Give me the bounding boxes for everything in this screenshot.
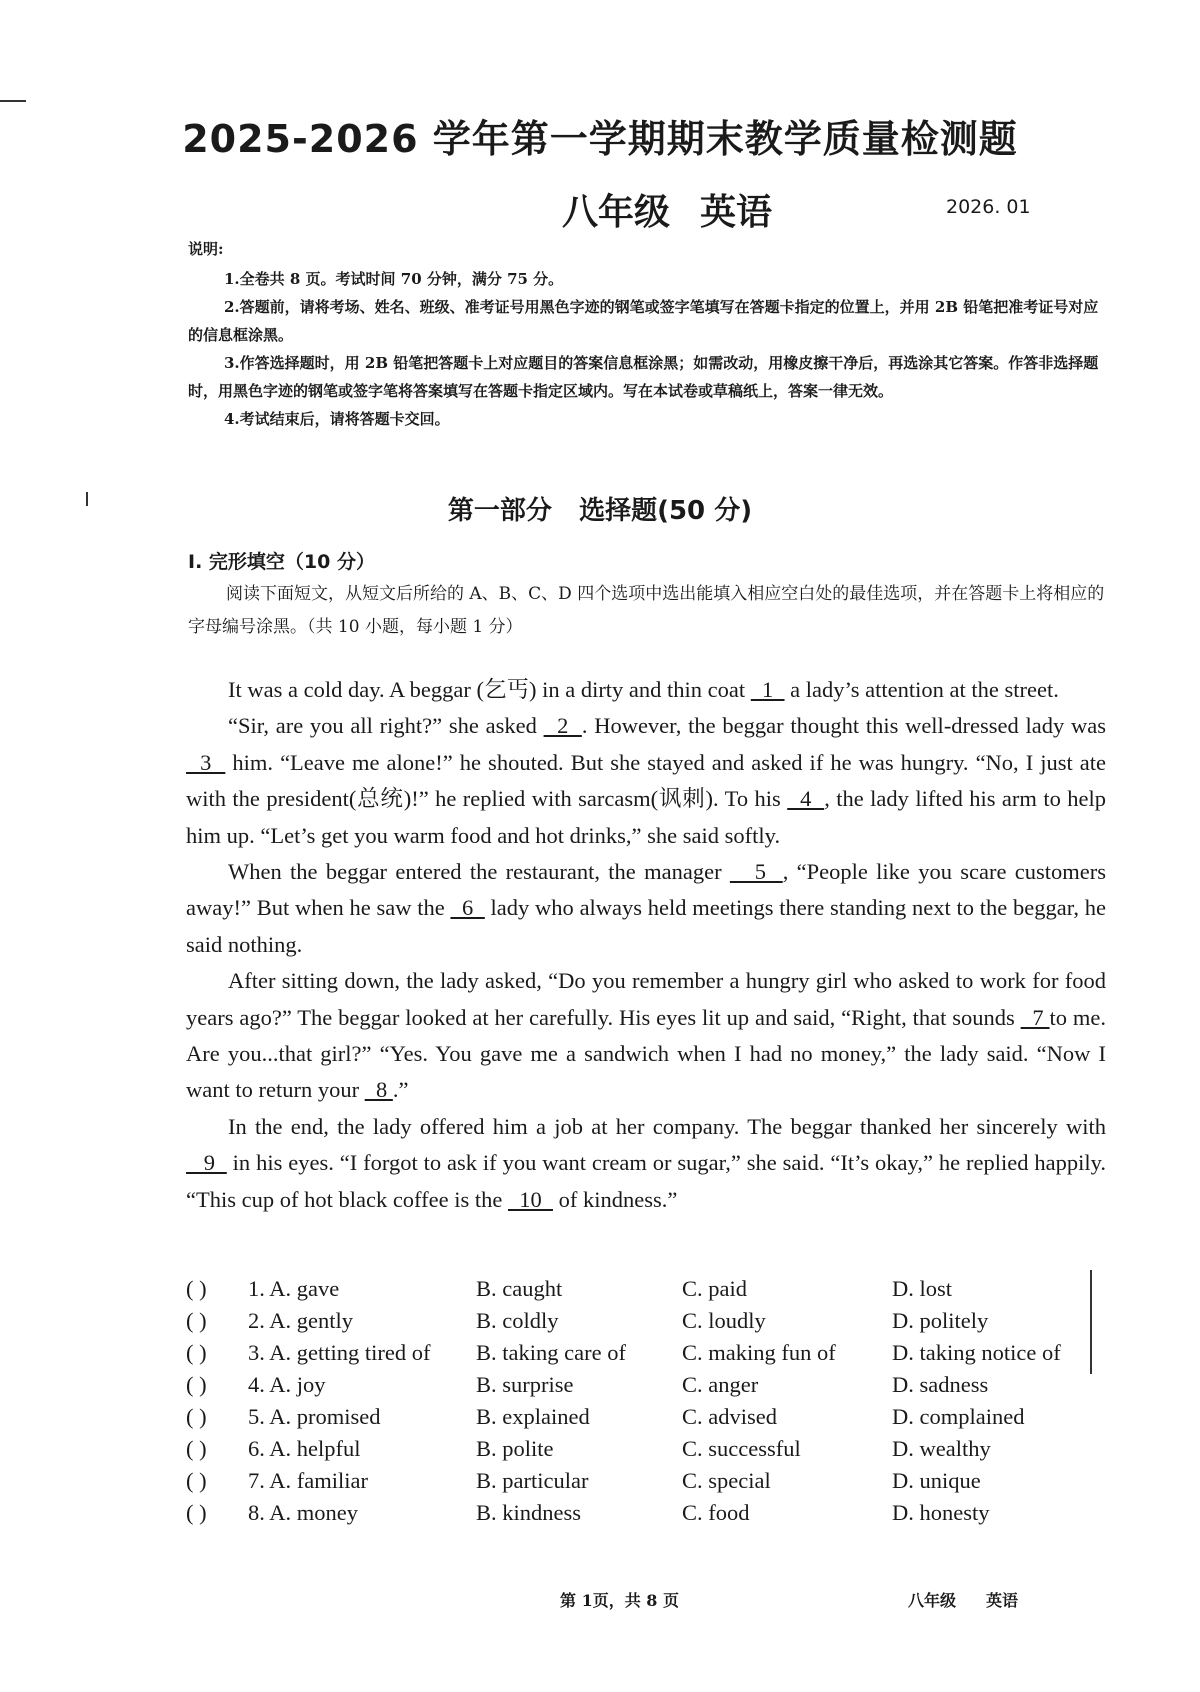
exam-subtitle xyxy=(562,184,802,235)
blank-3: 3 xyxy=(186,749,226,775)
footer-grade: 八年级 xyxy=(908,1591,957,1610)
subject-label: 英语 xyxy=(700,192,773,233)
answer-paren: ( ) xyxy=(186,1340,207,1365)
exam-title: 2025-2026 学年第一学期期末教学质量检测题 xyxy=(182,117,1018,161)
option-a: 1. A. gave xyxy=(248,1276,340,1301)
option-c: C. successful xyxy=(682,1436,801,1461)
option-d: D. unique xyxy=(892,1468,981,1493)
blank-8: 8 xyxy=(364,1077,393,1103)
option-c: C. loudly xyxy=(682,1308,766,1333)
option-a: 2. A. gently xyxy=(248,1308,353,1333)
option-b: B. coldly xyxy=(476,1308,559,1333)
exam-date: 2026. 01 xyxy=(946,196,1031,218)
option-row xyxy=(186,1436,1106,1468)
option-a: 4. A. joy xyxy=(248,1372,326,1397)
footer-subject: 英语 xyxy=(986,1591,1019,1610)
option-row xyxy=(186,1372,1106,1404)
answer-paren: ( ) xyxy=(186,1308,207,1333)
option-row xyxy=(186,1404,1106,1436)
option-d: D. lost xyxy=(892,1276,953,1301)
option-c: C. advised xyxy=(682,1404,777,1429)
blank-10: 10 xyxy=(507,1186,553,1212)
passage-paragraph: In the end, the lady offered him a job at her company. The beggar thanked her sincerely with 9 in his eyes. “I forgot to ask if you want cream or sugar,” she said. “It’s okay,” he replied happily. “This cup of hot black coffee is the 10 of kindness.” xyxy=(186,1113,1107,1212)
blank-5: 5 xyxy=(729,859,783,885)
notes-list xyxy=(188,265,1108,433)
passage-paragraph: When the beggar entered the restaurant, the manager 5 , “People like you scare customers away!” But when he saw the 6 lady who always held meetings there standing next to the beggar, he said nothing. xyxy=(186,859,1107,957)
section-directions: 阅读下面短文，从短文后所给的 A、B、C、D 四个选项中选出能填入相应空白处的最佳选项，并在答题卡上将相应的字母编号涂黑。（共 10 小题，每小题 1 分） xyxy=(188,584,1105,637)
option-d: D. taking notice of xyxy=(892,1340,1061,1365)
part-title: 第一部分 选择题(50 分) xyxy=(447,496,753,526)
option-row xyxy=(186,1276,1106,1308)
option-d: D. sadness xyxy=(892,1372,989,1397)
option-a: 6. A. helpful xyxy=(248,1436,361,1461)
option-row xyxy=(186,1340,1106,1372)
scan-mark xyxy=(0,100,26,102)
option-d: D. honesty xyxy=(892,1500,990,1525)
blank-6: 6 xyxy=(450,895,485,921)
option-row xyxy=(186,1308,1106,1340)
option-a: 5. A. promised xyxy=(248,1404,381,1429)
option-b: B. kindness xyxy=(476,1500,582,1525)
section-title: I. 完形填空（10 分） xyxy=(188,551,375,573)
blank-9: 9 xyxy=(186,1150,227,1176)
passage-paragraph: It was a cold day. A beggar (乞丐) in a dirty and thin coat 1 a lady’s attention at the street. xyxy=(228,677,1059,702)
option-c: C. anger xyxy=(682,1372,759,1397)
note-item: 1.全卷共 8 页。考试时间 70 分钟，满分 75 分。 xyxy=(224,270,564,288)
answer-paren: ( ) xyxy=(186,1500,207,1525)
option-d: D. politely xyxy=(892,1308,989,1333)
footer-label xyxy=(908,1588,1048,1611)
grade-label: 八年级 xyxy=(562,192,671,233)
option-d: D. wealthy xyxy=(892,1436,991,1461)
answer-paren: ( ) xyxy=(186,1436,207,1461)
answer-paren: ( ) xyxy=(186,1372,207,1397)
note-item: 4.考试结束后，请将答题卡交回。 xyxy=(224,410,450,428)
option-b: B. caught xyxy=(476,1276,563,1301)
option-a: 8. A. money xyxy=(248,1500,358,1525)
page-number: 第 1页，共 8 页 xyxy=(560,1591,679,1610)
note-item: 2.答题前，请将考场、姓名、班级、准考证号用黑色字迹的钢笔或签字笔填写在答题卡指定的位置上，并用 2B 铅笔把准考证号对应的信息框涂黑。 xyxy=(188,298,1099,344)
option-d: D. complained xyxy=(892,1404,1025,1429)
option-row xyxy=(186,1468,1106,1500)
option-a: 7. A. familiar xyxy=(248,1468,368,1493)
note-item: 3.作答选择题时，用 2B 铅笔把答题卡上对应题目的答案信息框涂黑；如需改动，用橡皮擦干净后，再选涂其它答案。作答非选择题时，用黑色字迹的钢笔或签字笔将答案填写在答题卡指定区域内。写在本试卷或草稿纸上，答案一律无效。 xyxy=(188,354,1099,400)
answer-paren: ( ) xyxy=(186,1276,207,1301)
option-c: C. making fun of xyxy=(682,1340,836,1365)
cloze-passage xyxy=(186,672,1106,1218)
answer-paren: ( ) xyxy=(186,1468,207,1493)
answer-paren: ( ) xyxy=(186,1404,207,1429)
blank-7: 7 xyxy=(1020,1004,1050,1030)
option-b: B. particular xyxy=(476,1468,589,1493)
option-b: B. taking care of xyxy=(476,1340,626,1365)
option-b: B. polite xyxy=(476,1436,554,1461)
option-c: C. paid xyxy=(682,1276,747,1301)
passage-paragraph: “Sir, are you all right?” she asked 2 . However, the beggar thought this well-dressed lady was 3 him. “Leave me alone!” he shouted. But she stayed and asked if he was hungry. “No, I just ate with the president(总统)!” he replied with sarcasm(讽刺). To his 4 , the lady lifted his arm to help him up. “Let’s get you warm food and hot drinks,” she said softly. xyxy=(186,713,1107,848)
passage-paragraph: After sitting down, the lady asked, “Do you remember a hungry girl who asked to work for food years ago?” The beggar looked at her carefully. His eyes lit up and said, “Right, that sounds 7 to me. Are you...that girl?” “Yes. You gave me a sandwich when I had no money,” the lady said. “Now I want to return your 8 .” xyxy=(186,968,1106,1103)
notes-heading: 说明: xyxy=(188,240,224,258)
option-c: C. special xyxy=(682,1468,771,1493)
blank-4: 4 xyxy=(787,786,825,812)
blank-1: 1 xyxy=(750,677,785,702)
blank-2: 2 xyxy=(543,713,582,739)
option-a: 3. A. getting tired of xyxy=(248,1340,431,1365)
options-list xyxy=(186,1276,1106,1532)
option-c: C. food xyxy=(682,1500,750,1525)
option-row xyxy=(186,1500,1106,1532)
option-b: B. surprise xyxy=(476,1372,574,1397)
option-b: B. explained xyxy=(476,1404,590,1429)
